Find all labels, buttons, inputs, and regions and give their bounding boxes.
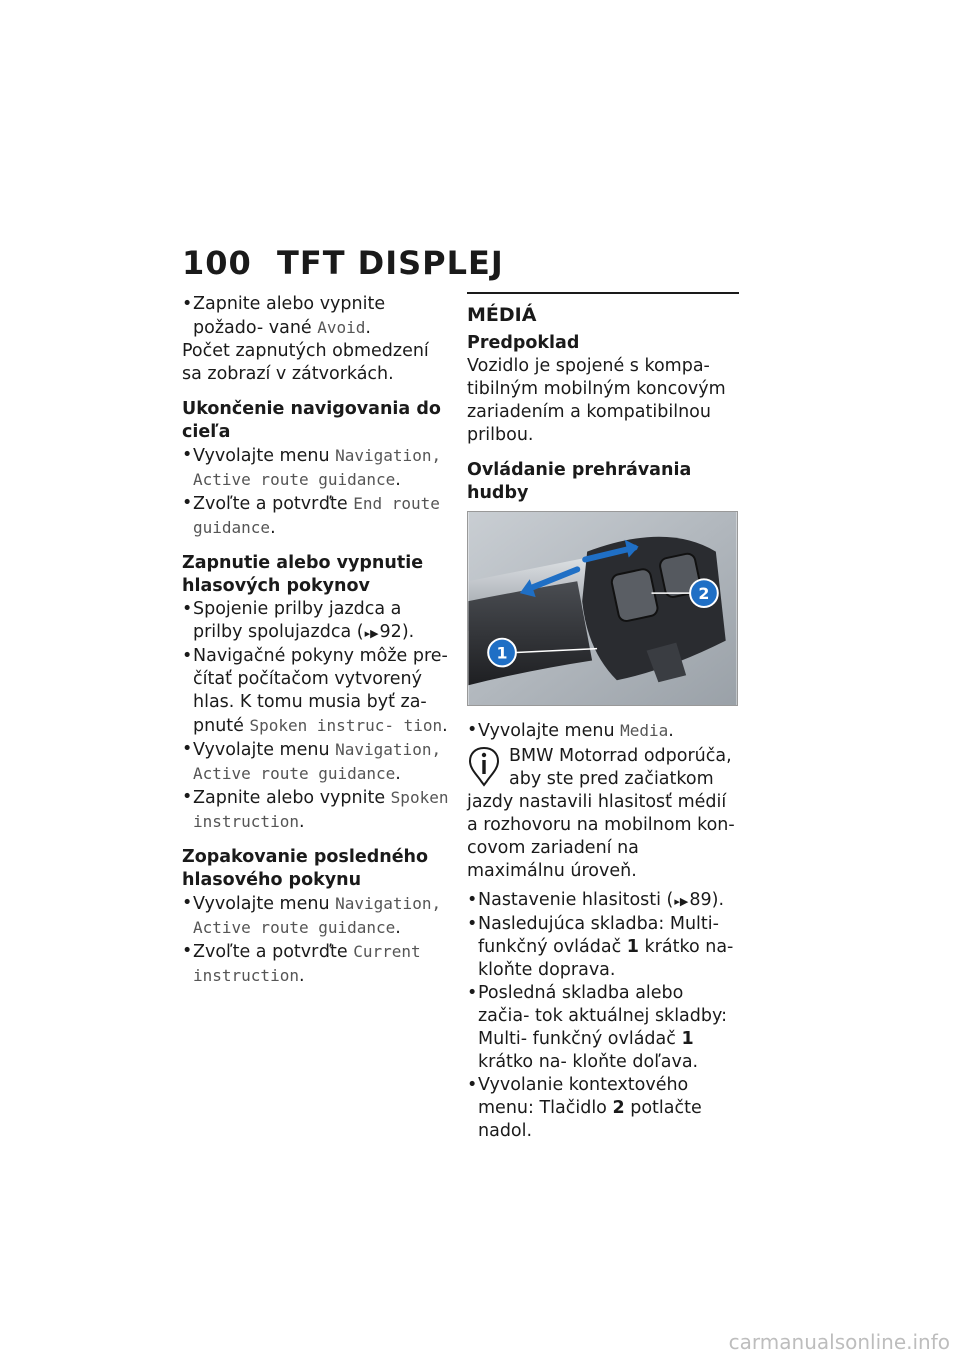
list-item: • Vyvolajte menu Navigation, Active route guidance.: [182, 892, 452, 940]
list-item: • Zvoľte a potvrďte Current instruction.: [182, 940, 452, 988]
figure-callout-1: 1: [496, 643, 508, 663]
page-header: [182, 244, 504, 282]
section-heading: Ovládanie prehrávania hudby: [467, 460, 692, 503]
info-note-text: jazdy nastavili hlasitosť médií a rozhovoru na mobilnom kon- covom zariadení na maximálnu úroveň.: [467, 792, 735, 881]
list-item: • Vyvolajte menu Media.: [467, 719, 739, 743]
left-column: [182, 293, 452, 988]
section-heading: Zapnutie alebo vypnutie hlasových pokynov: [182, 553, 424, 596]
section-heading: Ukončenie navigovania do cieľa: [182, 399, 441, 442]
page-ref: 89: [689, 890, 712, 910]
section-heading: Predpoklad: [467, 333, 580, 353]
page-ref-arrow-icon: ▸▶: [364, 627, 379, 640]
list-item: • Navigačné pokyny môže pre- čítať počítačom vytvorený hlas. K tomu musia byť za- pnuté Spoken instruc- tion.: [182, 645, 452, 738]
info-note: [467, 745, 739, 791]
watermark: carmanualsonline.info: [728, 1330, 950, 1354]
section-title: MÉDIÁ: [467, 304, 537, 326]
list-item: • Zvoľte a potvrďte End route guidance.: [182, 492, 452, 540]
page-ref: 92: [379, 622, 402, 642]
paragraph: Vozidlo je spojené s kompa- tibilným mobilným koncovým zariadením a kompatibilnou prilbou.: [467, 356, 726, 445]
paragraph: Počet zapnutých obmedzení sa zobrazí v zátvorkách.: [182, 341, 429, 384]
list-item: • Nastavenie hlasitosti (▸▶89).: [467, 889, 739, 913]
section-heading: Zopakovanie posledného hlasového pokynu: [182, 847, 429, 890]
list-item: • Zapnite alebo vypnite Spoken instruction.: [182, 786, 452, 834]
section-rule: [467, 292, 739, 294]
handlebar-controls-figure: [467, 511, 738, 706]
list-item: • Spojenie prilby jazdca a prilby spolujazdca (▸▶92).: [182, 598, 452, 645]
list-item: • Vyvolajte menu Navigation, Active route guidance.: [182, 738, 452, 786]
right-column: [467, 292, 739, 1143]
list-item: • Posledná skladba alebo začia- tok aktuálnej skladby: Multi- funkčný ovládač 1 krátko na- kloňte doľava.: [467, 982, 739, 1074]
info-note-first-line: BMW Motorrad odporúča, aby ste pred začiatkom: [509, 746, 732, 789]
list-item: • Nasledujúca skladba: Multi- funkčný ovládač 1 krátko na- kloňte doprava.: [467, 913, 739, 982]
list-item: • Vyvolanie kontextového menu: Tlačidlo 2 potlačte nadol.: [467, 1074, 739, 1143]
page-number: 100: [182, 244, 252, 282]
list-item: • Zapnite alebo vypnite požado- vané Avoid.: [182, 293, 452, 340]
list-item: • Vyvolajte menu Navigation, Active route guidance.: [182, 444, 452, 492]
page-title: TFT DISPLEJ: [277, 244, 504, 282]
info-icon: [467, 745, 501, 787]
figure-callout-2: 2: [698, 584, 710, 604]
page-ref-arrow-icon: ▸▶: [674, 895, 689, 908]
